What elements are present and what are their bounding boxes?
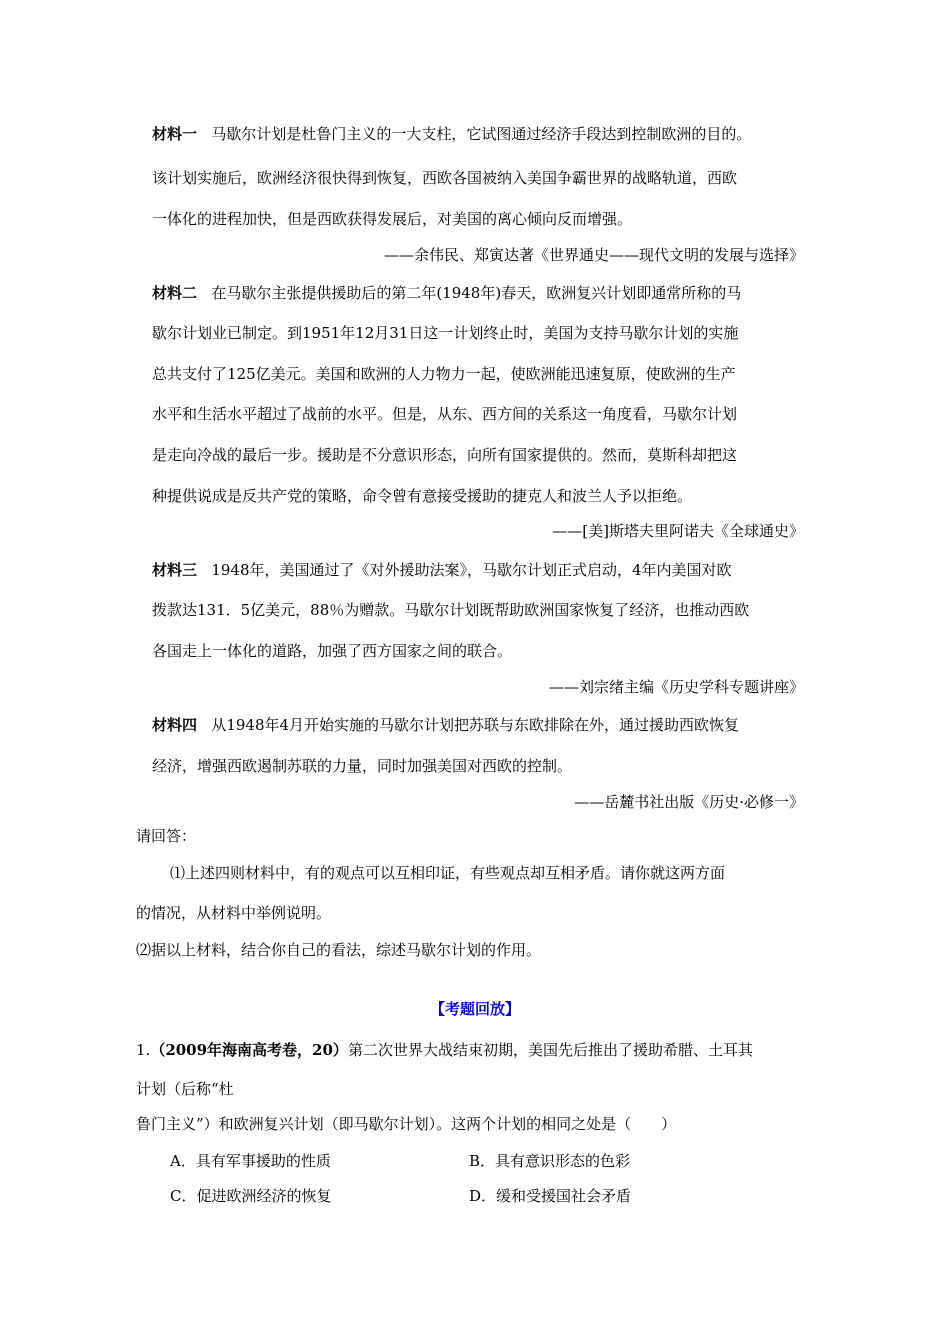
- material-1-text: 马歇尔计划是杜鲁门主义的一大支柱，它试图通过经济手段达到控制欧洲的目的。: [211, 125, 752, 143]
- material-1-line-1: [152, 124, 751, 144]
- material-2-line-3: 总共支付了125亿美元。美国和欧洲的人力物力一起，使欧洲能迅速复原，使欧洲的生产: [152, 365, 736, 383]
- material-3-source: ——刘宗绪主编《历史学科专题讲座》: [548, 678, 804, 696]
- question-1-line-2: 的情况，从材料中举例说明。: [136, 904, 332, 922]
- q1-option-a: A．具有军事援助的性质: [170, 1152, 331, 1170]
- material-2-line-5: 是走向冷战的最后一步。援助是不分意识形态，向所有国家提供的。然而，莫斯科却把这: [152, 446, 738, 464]
- material-2-label: 材料二: [152, 284, 198, 302]
- material-2-line-6: 种提供说成是反共产党的策略，命令曾有意接受援助的捷克人和波兰人予以拒绝。: [152, 487, 693, 505]
- q1-line-2: 计划（后称“杜: [136, 1080, 234, 1098]
- material-2-line-1: [152, 283, 741, 303]
- q1-option-b: B．具有意识形态的色彩: [469, 1152, 631, 1170]
- q1-text: 第二次世界大战结束初期，美国先后推出了援助希腊、土耳其: [347, 1041, 753, 1059]
- material-3-line-1: [152, 560, 732, 580]
- material-2-source: ——[美]斯塔夫里阿诺夫《全球通史》: [552, 522, 804, 540]
- material-4-line-2: 经济，增强西欧遏制苏联的力量，同时加强美国对西欧的控制。: [152, 757, 573, 775]
- material-4-source: ——岳麓书社出版《历史·必修一》: [574, 793, 804, 811]
- q1-source: （2009年海南高考卷，20）: [150, 1041, 348, 1059]
- material-3-label: 材料三: [152, 561, 198, 579]
- material-3-text: 1948年，美国通过了《对外援助法案》，马歇尔计划正式启动，4年内美国对欧: [211, 561, 732, 579]
- question-2: ⑵据以上材料，结合你自己的看法，综述马歇尔计划的作用。: [136, 941, 542, 959]
- answer-prompt: 请回答：: [136, 827, 197, 845]
- q1-number: 1.: [136, 1041, 151, 1059]
- material-4-label: 材料四: [152, 716, 198, 734]
- material-3-line-3: 各国走上一体化的道路，加强了西方国家之间的联合。: [152, 642, 513, 660]
- material-2-line-2: 歇尔计划业已制定。到1951年12月31日这一计划终止时，美国为支持马歇尔计划的实施: [152, 324, 739, 342]
- q1-option-d: D．缓和受援国社会矛盾: [469, 1187, 632, 1205]
- material-1-line-3: 一体化的进程加快，但是西欧获得发展后，对美国的离心倾向反而增强。: [152, 210, 633, 228]
- material-1-line-2: 该计划实施后，欧洲经济很快得到恢复，西欧各国被纳入美国争霸世界的战略轨道，西欧: [152, 169, 738, 187]
- material-1-label: 材料一: [152, 125, 198, 143]
- q1-option-c: C．促进欧洲经济的恢复: [170, 1187, 332, 1205]
- material-4-line-1: [152, 715, 739, 735]
- material-1-source: ——余伟民、郑寅达著《世界通史——现代文明的发展与选择》: [383, 246, 804, 264]
- material-2-text: 在马歇尔主张提供援助后的第二年(1948年)春天，欧洲复兴计划即通常所称的马: [211, 284, 742, 302]
- q1-line-3: 鲁门主义”）和欧洲复兴计划（即马歇尔计划）。这两个计划的相同之处是（ ）: [136, 1115, 677, 1133]
- question-1-line-1: ⑴上述四则材料中，有的观点可以互相印证，有些观点却互相矛盾。请你就这两方面: [170, 864, 726, 882]
- material-4-text: 从1948年4月开始实施的马歇尔计划把苏联与东欧排除在外，通过援助西欧恢复: [211, 716, 740, 734]
- q1-line-1: [136, 1040, 753, 1060]
- material-2-line-4: 水平和生活水平超过了战前的水平。但是，从东、西方间的关系这一角度看，马歇尔计划: [152, 405, 738, 423]
- material-3-line-2: 拨款达131．5亿美元，88％为赠款。马歇尔计划既帮助欧洲国家恢复了经济，也推动西欧: [152, 601, 750, 619]
- section-title: 【考题回放】: [429, 1000, 520, 1018]
